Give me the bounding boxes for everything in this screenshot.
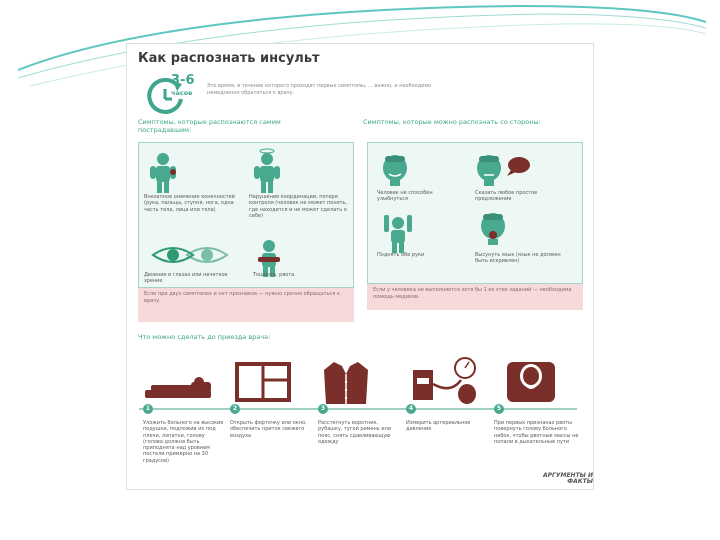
person-dizzy-icon (253, 148, 281, 194)
intro-text: Это время, в течение которого проходят первые симптомы, ... важно, и необходимо немедленно обратиться к врачу. (207, 83, 432, 96)
infographic-title: Как распознать инсульт (138, 51, 320, 66)
step-caption: Измерить артериальное давление (406, 420, 471, 433)
step-number: 1 (143, 404, 153, 414)
person-lying-icon (143, 376, 213, 400)
face-smile-icon (381, 154, 409, 186)
step-number: 4 (406, 404, 416, 414)
others-symptom-caption: Человек не способен улыбнуться (377, 190, 433, 203)
person-numbness-icon (149, 152, 177, 194)
tonometer-icon (411, 354, 483, 406)
self-warning-note: Если при двух симптомах и нет признаков — нужно срочно обращаться к врачу. (138, 288, 354, 322)
stroke-infographic (126, 43, 594, 490)
self-symptom-caption: Двоение в глазах или нечеткое зрение (144, 272, 228, 285)
person-raise-arms-icon (383, 212, 413, 254)
step-caption: Уложить больного на высокие подушки, подложив их под плечи, лопатки, голову (голова должна быть приподнята над уровнем постели примерно на 30 градусов) (143, 420, 224, 464)
shirt-icon (322, 360, 370, 406)
face-tongue-icon (479, 212, 507, 246)
aif-logo: АРГУМЕНТЫ И ФАКТЫ (542, 472, 593, 485)
self-symptom-caption: Нарушение координации, потеря контроля (человек не может понять, где находится и не может сделать о себе) (249, 194, 348, 219)
person-vomit-icon (505, 356, 557, 404)
self-section-title: Симптомы, которые распознаются самим пострадавшим: (138, 118, 281, 134)
self-symptom-caption: Тошнота, рвота (253, 272, 295, 278)
step-number: 2 (230, 404, 240, 414)
step-caption: Открыть форточку или окно, обеспечить приток свежего воздуха (230, 420, 307, 439)
window-icon (235, 362, 291, 402)
step-number: 5 (494, 404, 504, 414)
others-symptom-caption: Поднять обе руки (377, 252, 425, 258)
others-symptom-caption: Высунуть язык (язык не должен быть искривлен) (475, 252, 561, 265)
hours-number: 3-6 (171, 73, 195, 88)
others-symptom-caption: Сказать любое простое предложение (475, 190, 538, 203)
step-caption: При первых признаках рвоты повернуть голову больного набок, чтобы рвотные массы не попали в дыхательные пути (494, 420, 579, 445)
self-symptom-caption: Внезапное онемение конечностей (рука, пальцы, ступня, нога, одна часть тела, лица или тела) (144, 194, 235, 213)
others-section-title: Симптомы, которые можно распознать со стороны: (363, 118, 541, 126)
step-number: 3 (318, 404, 328, 414)
steps-section-title: Что можно сделать до приезда врача: (138, 333, 271, 341)
hours-label: часов (171, 89, 193, 97)
steps-timeline (139, 408, 577, 410)
face-speech-icon (475, 154, 535, 186)
eye-icon (149, 242, 239, 268)
others-warning-note: Если у человека не выполняется хотя бы 1 из этих заданий — необходима помощь медиков. (367, 284, 583, 310)
step-caption: Расстегнуть воротник, рубашку, тугой ремень или пояс, снять сдавливающую одежду (318, 420, 392, 445)
